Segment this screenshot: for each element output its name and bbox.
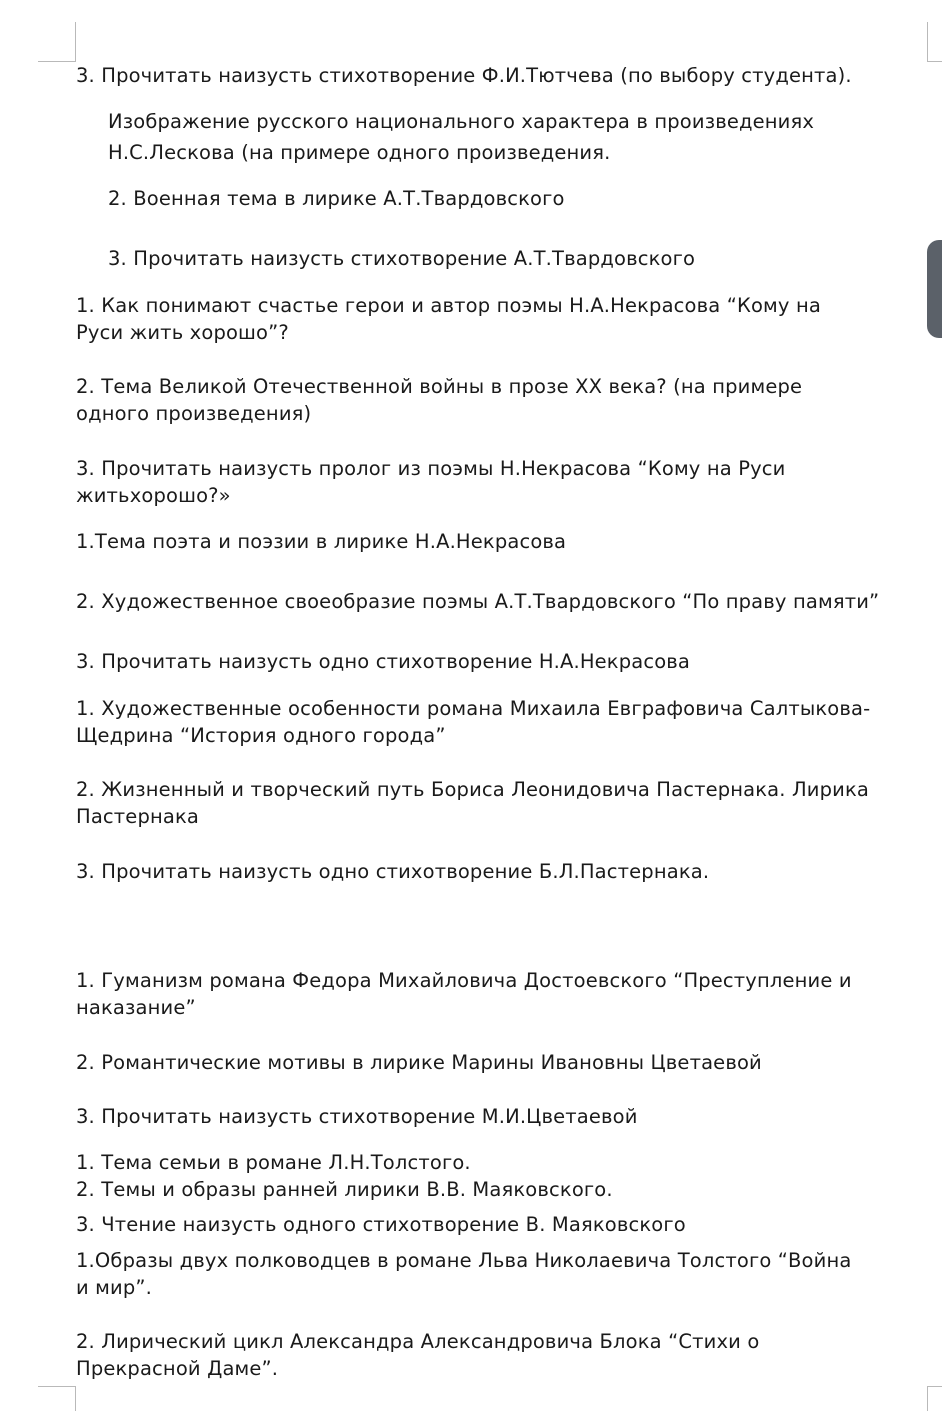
crop-mark-bottom-left-vertical	[75, 1386, 76, 1411]
text-line: 2. Темы и образы ранней лирики В.В. Маяковского.	[76, 1178, 613, 1201]
text-line: 1. Гуманизм романа Федора Михайловича Достоевского “Преступление и	[76, 969, 852, 992]
text-line: наказание”	[76, 996, 196, 1019]
crop-mark-top-right-vertical	[927, 22, 928, 62]
text-line: 3. Прочитать наизусть одно стихотворение Б.Л.Пастернака.	[76, 860, 710, 883]
text-line: 3. Прочитать наизусть одно стихотворение Н.А.Некрасова	[76, 650, 691, 673]
text-line: 2. Тема Великой Отечественной войны в прозе ХХ века? (на примере	[76, 375, 803, 398]
crop-mark-bottom-left-horizontal	[38, 1386, 76, 1387]
crop-mark-top-left-horizontal	[38, 61, 76, 62]
text-line: Руси жить хорошо”?	[76, 321, 289, 344]
text-line: 2. Военная тема в лирике А.Т.Твардовского	[108, 187, 565, 210]
text-line: 2. Лирический цикл Александра Александровича Блока “Стихи о	[76, 1330, 760, 1353]
text-line: житьхорошо?»	[76, 484, 231, 507]
side-scroll-handle[interactable]	[927, 240, 942, 338]
text-line: и мир”.	[76, 1276, 152, 1299]
text-line: одного произведения)	[76, 402, 312, 425]
text-line: 1. Как понимают счастье герои и автор поэмы Н.А.Некрасова “Кому на	[76, 294, 821, 317]
text-line: 3. Прочитать наизусть стихотворение А.Т.Твардовского	[108, 247, 696, 270]
crop-mark-top-right-horizontal	[927, 61, 942, 62]
text-line: 1.Образы двух полководцев в романе Льва Николаевича Толстого “Война	[76, 1249, 852, 1272]
text-line: Изображение русского национального характера в произведениях	[108, 110, 815, 133]
text-line: 3. Прочитать наизусть стихотворение Ф.И.Тютчева (по выбору студента).	[76, 64, 852, 87]
text-line: 3. Прочитать наизусть пролог из поэмы Н.Некрасова “Кому на Руси	[76, 457, 786, 480]
text-line: 3. Прочитать наизусть стихотворение М.И.Цветаевой	[76, 1105, 638, 1128]
text-line: Прекрасной Даме”.	[76, 1357, 279, 1380]
text-line: 2. Жизненный и творческий путь Бориса Леонидовича Пастернака. Лирика	[76, 778, 869, 801]
text-line: 2. Романтические мотивы в лирике Марины Ивановны Цветаевой	[76, 1051, 762, 1074]
crop-mark-top-left-vertical	[75, 22, 76, 62]
text-line: 1.Тема поэта и поэзии в лирике Н.А.Некрасова	[76, 530, 567, 553]
text-line: Пастернака	[76, 805, 199, 828]
text-line: Н.С.Лескова (на примере одного произведения.	[108, 141, 611, 164]
text-line: 3. Чтение наизусть одного стихотворение В. Маяковского	[76, 1213, 686, 1236]
crop-mark-bottom-right-horizontal	[927, 1386, 942, 1387]
text-line: 1. Художественные особенности романа Михаила Евграфовича Салтыкова-	[76, 697, 871, 720]
text-line: 1. Тема семьи в романе Л.Н.Толстого.	[76, 1151, 471, 1174]
crop-mark-bottom-right-vertical	[927, 1386, 928, 1411]
text-line: Щедрина “История одного города”	[76, 724, 446, 747]
text-line: 2. Художественное своеобразие поэмы А.Т.Твардовского “По праву памяти”	[76, 590, 880, 613]
